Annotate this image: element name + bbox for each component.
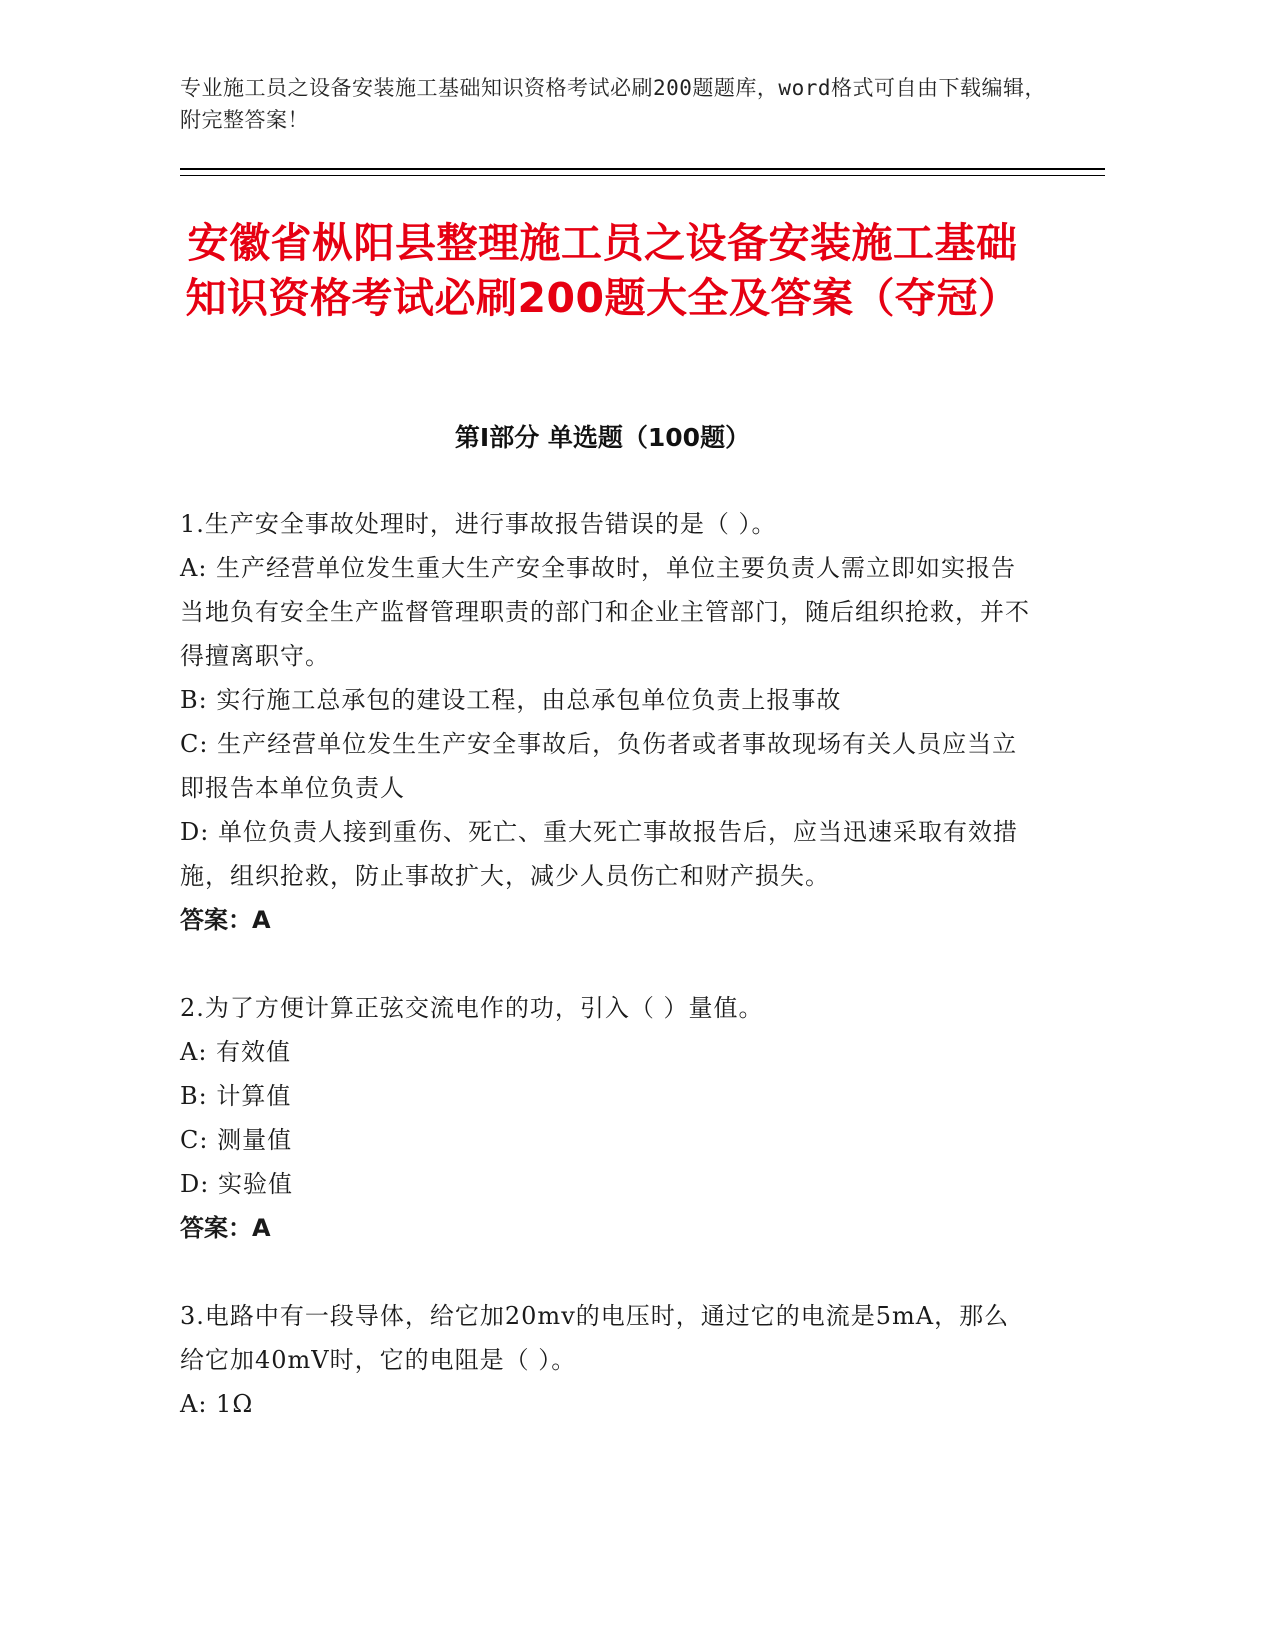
option-d: D: 实验值 [180,1170,293,1198]
question-2 [180,986,1030,1250]
option-b: B: 实行施工总承包的建设工程，由总承包单位负责上报事故 [180,686,842,714]
header-rule-thin [180,175,1105,176]
option-a: A: 有效值 [180,1038,292,1066]
question-stem: 3.电路中有一段导体，给它加20mv的电压时，通过它的电流是5mA，那么给它加40mV时，它的电阻是（ ）。 [180,1302,1010,1374]
answer: 答案：A [180,906,271,934]
answer: 答案：A [180,1214,271,1242]
header-note: 专业施工员之设备安装施工基础知识资格考试必刷200题题库，word格式可自由下载编辑，附完整答案！ [180,76,1046,132]
document-title: 安徽省枞阳县整理施工员之设备安装施工基础知识资格考试必刷200题大全及答案（夺冠） [185,219,1020,322]
option-a: A: 1Ω [180,1390,254,1418]
header-rule-thick [180,168,1105,170]
question-list [180,502,1030,1426]
option-c: C: 生产经营单位发生生产安全事故后，负伤者或者事故现场有关人员应当立即报告本单位负责人 [180,730,1018,802]
option-d: D: 单位负责人接到重伤、死亡、重大死亡事故报告后，应当迅速采取有效措施，组织抢救，防止事故扩大，减少人员伤亡和财产损失。 [180,818,1018,890]
question-gap [180,942,1030,986]
option-c: C: 测量值 [180,1126,293,1154]
option-b: B: 计算值 [180,1082,292,1110]
option-a: A: 生产经营单位发生重大生产安全事故时，单位主要负责人需立即如实报告当地负有安全生产监督管理职责的部门和企业主管部门，随后组织抢救，并不得擅离职守。 [180,554,1030,670]
question-1 [180,502,1030,942]
question-gap [180,1250,1030,1294]
question-stem: 1.生产安全事故处理时，进行事故报告错误的是（ ）。 [180,510,777,538]
question-stem: 2.为了方便计算正弦交流电作的功，引入（ ）量值。 [180,994,764,1022]
question-3 [180,1294,1030,1426]
section-heading: 第Ⅰ部分 单选题（100题） [454,423,751,452]
